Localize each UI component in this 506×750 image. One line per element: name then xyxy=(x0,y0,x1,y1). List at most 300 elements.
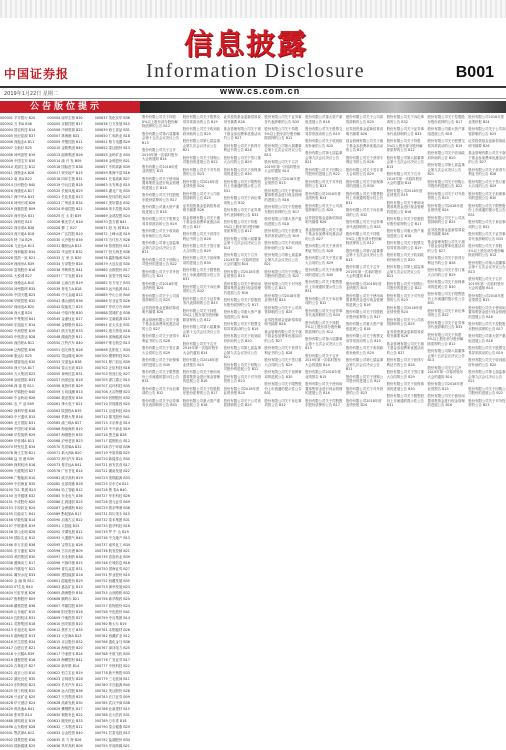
index-row: 000753 漳州发展 B23 xyxy=(94,585,130,590)
index-row: 000712 锦龙股份 B41 xyxy=(94,414,130,419)
announcement-entry: 股份有限公司关于控股股东股份质押的公告 B17 xyxy=(264,205,302,214)
page-code: B001 xyxy=(455,64,494,81)
index-row: 000571 新大洲A B20 xyxy=(47,451,82,456)
index-row: 000153 丰原药业 B24 xyxy=(0,506,36,510)
index-row: 000666 经纬纺机 B23 xyxy=(94,195,130,200)
index-row: 000418 小天鹅A B39 xyxy=(0,652,35,657)
announcement-entry: 股份有限公司关于限售股份上市流通的提示性公告 B31 xyxy=(468,203,506,217)
index-row: 000002 万 科A B36 xyxy=(0,122,32,127)
announcement-entry: 股份有限公司关于控股股东股份质押的公告 B17 xyxy=(386,217,424,226)
announcement-entry: 股份有限公司关于召开2019年第一次临时股东大会的通知 B14 xyxy=(345,265,382,278)
index-row: 000068 华控赛格 B29 xyxy=(0,432,36,437)
index-row: 000050 深天马A B17 xyxy=(0,365,35,370)
index-row: 000560 我爱我家 B34 xyxy=(47,396,83,401)
announcement-entry: 股份有限公司关于持股5%以上股东部分股份解除质押的公告 B12 xyxy=(223,220,260,233)
announcement-entry: 股份有限公司第六届董事会第十五次会议决议公告 B13 xyxy=(223,236,261,250)
index-row: 000088 盐 田 港 B39 xyxy=(0,457,35,462)
index-row: 000513 丽珠集团 B26 xyxy=(47,152,83,157)
announcement-entry: 股份有限公司关于控股股东股份质押的公告 B17 xyxy=(142,193,180,202)
index-row: 000673 当代东方 B28 xyxy=(94,237,130,242)
index-row: 000415 渤海租赁 B13 xyxy=(0,633,36,638)
announcement-entry: 股份有限公司第六届董事会第十五次会议决议公告 B13 xyxy=(345,248,384,262)
announcement-entry: 股份有限公司关于控股股东股份质押的公告 B17 xyxy=(468,322,506,331)
index-row: 000686 东北证券 B26 xyxy=(94,298,130,303)
section-title-en: Information Disclosure xyxy=(146,60,366,82)
index-row: 000568 泸州老窖 B23 xyxy=(47,438,83,443)
announcement-entry: 股份有限公司关于收到政府补助的公告 B20 xyxy=(305,139,343,148)
index-row: 000651 格力电器 B29 xyxy=(94,140,130,145)
index-row: 000518 四环生物 B31 xyxy=(47,176,83,181)
index-row: 000027 深圳能源 B34 xyxy=(0,250,36,255)
announcement-entry: 股份有限公司关于对外投资的公告 B23 xyxy=(427,191,465,200)
announcement-entry: 股份有限公司第七届监事会第九次会议决议公告 B21 xyxy=(386,265,424,278)
announcement-entry: 股份有限公司关于收到政府补助的公告 B20 xyxy=(468,358,506,367)
announcement-entry: 股份有限公司关于回购公司股份的进展公告 B22 xyxy=(386,281,424,290)
announcement-entry: 股份有限公司关于公司高管辞职的公告 B25 xyxy=(223,398,261,407)
announcement-entry: 股份有限公司关于使用闲置募集资金进行现金管理的进展公告 B16 xyxy=(468,305,506,319)
announcement-entry: 股份有限公司关于诉讼事项的公告 B32 xyxy=(223,196,261,205)
announcement-entry: 股份有限公司关于证券事务代表辞职的公告 B33 xyxy=(386,127,424,136)
announcement-entry: 股份有限公司关于限售股份上市流通的提示性公告 B31 xyxy=(427,292,465,305)
index-row: 000301 东方盛虹 B25 xyxy=(0,548,36,553)
announcement-entry: 股份有限公司关于持股5%以上股东部分股份解除质押的公告 B12 xyxy=(468,244,505,257)
index-row: 000608 阳光股份 B16 xyxy=(47,609,83,614)
announcement-entry: 股份有限公司关于公司高管辞职的公告 B25 xyxy=(142,293,180,302)
announcement-entry: 股份有限公司第七届监事会第九次会议决议公告 B21 xyxy=(142,241,180,254)
index-row: 000096 广聚能源 B10 xyxy=(0,475,36,480)
index-row: 000727 华东科技 B26 xyxy=(94,493,130,498)
index-row: 000615 京汉股份 B32 xyxy=(47,640,83,645)
index-row: 000779 三毛派神 B11 xyxy=(94,676,130,681)
announcement-entry: 股份有限公司关于召开2019年第一次临时股东大会的通知 B14 xyxy=(386,172,423,185)
announcement-entry: 股份有限公司2018年度业绩预告 B15 xyxy=(264,176,301,185)
announcement-column xyxy=(346,115,384,750)
announcement-entry: 股份有限公司关于持股5%以上股东部分股份解除质押的公告 B12 xyxy=(427,332,464,346)
announcement-entry: 股份有限公司关于获得专利证书的公告 B28 xyxy=(142,334,180,343)
index-row: 000657 中钨高新 B39 xyxy=(94,164,130,169)
newspaper-logo: 中国证券报 xyxy=(4,67,70,81)
announcement-column xyxy=(468,115,506,750)
announcement-entry: 股份有限公司关于使用闲置募集资金进行现金管理的进展公告 B16 xyxy=(427,394,465,407)
index-row: 000538 云南白药 B19 xyxy=(47,280,83,285)
index-row: 000628 高新发展 B30 xyxy=(47,701,83,705)
index-row: 000600 建投能源 B18 xyxy=(47,573,83,578)
announcement-entry: 股份有限公司第七届监事会第九次会议决议公告 B21 xyxy=(264,253,302,266)
announcement-entry: 基金管理有限公司关于旗下基金参加费率优惠活动的公告 B27 xyxy=(305,227,343,241)
index-row: 000528 柳 工 B27 xyxy=(47,225,77,230)
index-row: 000688 国城矿业 B38 xyxy=(94,311,130,315)
index-row: 000587 金洲慈航 B30 xyxy=(47,506,83,510)
index-row: 000723 美锦能源 B33 xyxy=(94,475,130,480)
index-row: 000567 海德股份 B35 xyxy=(47,432,83,437)
index-row: 000069 华侨城A B13 xyxy=(0,438,35,443)
announcement-entry: 股份有限公司关于公司高管辞职的公告 B25 xyxy=(264,305,302,314)
index-row: 000506 中润资源 B22 xyxy=(47,128,83,133)
index-row: 000725 京东方A B11 xyxy=(94,481,129,486)
index-row: 000001 平安银行 B20 xyxy=(0,116,36,120)
index-row: 000785 武汉中商 B38 xyxy=(94,701,130,705)
index-row: 000766 通化金马 B36 xyxy=(94,640,130,645)
announcement-entry: 基金管理有限公司关于旗下基金参加费率优惠活动的公告 B27 xyxy=(223,127,261,140)
index-row: 000524 岭南控股 B21 xyxy=(47,207,83,212)
index-row: 000672 上峰水泥 B19 xyxy=(94,231,130,236)
index-row: 000040 东旭蓝天 B14 xyxy=(0,323,36,328)
index-row: 000421 南京公用 B10 xyxy=(0,670,36,675)
announcement-entry: 股份有限公司关于证券事务代表辞职的公告 B33 xyxy=(142,398,180,407)
index-row: 000698 沈阳化工 B34 xyxy=(94,347,130,352)
index-row: 000425 徐工机械 B32 xyxy=(0,688,36,693)
announcement-entry: 股份有限公司关于签订重大合同的公告 B29 xyxy=(142,346,180,355)
index-row: 000783 长江证券 B09 xyxy=(94,694,130,699)
announcement-entry: 股份有限公司关于回购公司股份的进展公告 B22 xyxy=(264,269,302,278)
index-row: 000676 智度股份 B12 xyxy=(94,243,130,248)
announcement-entry: 股份有限公司第七届监事会第九次会议决议公告 B21 xyxy=(305,151,343,164)
announcement-entry: 证券投资基金更新招募说明书摘要 B26 xyxy=(305,215,343,224)
index-row: 000031 大悦城 B27 xyxy=(0,274,32,279)
index-row: 000547 航天发展 B33 xyxy=(47,329,83,334)
index-row: 000636 风华高科 B09 xyxy=(47,743,83,748)
index-row: 000720 新能泰山 B30 xyxy=(94,457,130,462)
index-row: 000531 穗恒运A B23 xyxy=(47,243,82,248)
index-row: 000403 ST生化 B40 xyxy=(0,585,33,590)
index-row: 000338 潍柴动力 B17 xyxy=(0,560,36,565)
index-row: 000629 攀钢钒钛 B17 xyxy=(47,707,83,712)
announcement-entry: 股份有限公司关于获得专利证书的公告 B28 xyxy=(386,358,424,367)
index-row: 000036 华联控股 B32 xyxy=(0,298,36,303)
index-row: 000760 斯太尔 B19 xyxy=(94,621,127,626)
announcement-entry: 股份有限公司关于担保事项的进展公告 B30 xyxy=(345,179,384,188)
announcement-index xyxy=(0,115,140,750)
index-row: 000722 湖南发展 B22 xyxy=(94,469,130,474)
index-row: 000038 深大通 B24 xyxy=(0,311,32,315)
index-row: 000533 万 家 乐 B20 xyxy=(47,256,82,261)
announcement-entry: 股份有限公司关于使用闲置募集资金进行现金管理的进展公告 B16 xyxy=(305,382,343,395)
index-row: 000702 正虹科技 B16 xyxy=(94,365,130,370)
index-row: 000029 深深房A B39 xyxy=(0,262,35,267)
index-row: 000540 中天金融 B12 xyxy=(47,292,83,297)
index-row: 000012 南 玻A B22 xyxy=(0,176,32,181)
announcement-entry: 股份有限公司关于使用闲置募集资金进行现金管理的进展公告 B16 xyxy=(264,188,302,202)
issue-date: 2019年1月22日 星期二 xyxy=(4,91,58,97)
announcement-entry: 股份有限公司关于控股股东股份质押的公告 B17 xyxy=(223,298,261,307)
index-row: 000793 华闻传媒 B21 xyxy=(94,743,130,748)
announcement-entry: 股份有限公司关于诉讼事项的公告 B32 xyxy=(305,296,343,305)
announcement-entry: 股份有限公司关于股票交易异常波动的公告 B19 xyxy=(427,139,465,148)
announcement-entry: 股份有限公司重大资产重组进展公告 B18 xyxy=(345,322,384,331)
index-row: 000565 渝三峡A B27 xyxy=(47,420,82,425)
index-row: 000595 宝塔实业 B26 xyxy=(47,542,83,547)
announcement-entry: 股份有限公司关于获得专利证书的公告 B28 xyxy=(305,244,343,253)
index-row: 000757 浩物股份 B24 xyxy=(94,603,130,608)
index-row: 000488 晨鸣纸业 B19 xyxy=(0,719,36,724)
announcement-entry: 证券投资基金更新招募说明书摘要 B26 xyxy=(182,203,221,212)
announcement-entry: 股份有限公司关于获得专利证书的公告 B28 xyxy=(223,143,261,152)
index-row: 000679 大连友谊 B30 xyxy=(94,262,130,267)
index-row: 000732 泰禾集团 B31 xyxy=(94,518,130,523)
index-row: 000559 万向钱潮 B13 xyxy=(47,390,83,395)
index-row: 000717 韶钢松山 B12 xyxy=(94,438,130,443)
index-row: 000422 湖北宜化 B35 xyxy=(0,676,36,681)
index-row: 000700 模塑科技 B21 xyxy=(94,353,130,358)
announcement-entry: 股份有限公司关于召开2019年第一次临时股东大会的通知 B14 xyxy=(142,148,178,161)
index-row: 000665 湖北广电 B35 xyxy=(94,189,130,194)
index-row: 000590 启迪古汉 B22 xyxy=(47,518,83,523)
index-row: 000010 美丽生态 B12 xyxy=(0,164,36,169)
index-row: 000034 神州数码 B35 xyxy=(0,286,36,291)
index-row: 000737 南风化工 B34 xyxy=(94,542,130,547)
index-row: 000541 佛山照明 B36 xyxy=(47,298,83,303)
announcement-entry: 股份有限公司关于担保事项的进展公告 B30 xyxy=(386,382,424,391)
announcement-entry: 股份有限公司关于签订重大合同的公告 B29 xyxy=(182,244,221,253)
index-row: 000710 贝瑞基因 B20 xyxy=(94,402,130,407)
index-row: 000619 海螺型材 B41 xyxy=(47,658,83,663)
announcement-entry: 股份有限公司关于股票交易异常波动的公告 B19 xyxy=(345,334,384,343)
announcement-entry: 股份有限公司2018年度业绩快报 B24 xyxy=(223,386,260,395)
index-row: 000089 深圳机场 B16 xyxy=(0,463,36,468)
announcement-entry: 股份有限公司关于诉讼事项的公告 B32 xyxy=(468,220,506,229)
announcement-entry: 基金管理有限公司关于旗下基金参加费率优惠活动的公告 B27 xyxy=(264,329,302,343)
index-row: 000601 韶能股份 B29 xyxy=(47,579,83,584)
index-row: 000735 罗 牛 山 B29 xyxy=(94,530,129,535)
announcement-entry: 股份有限公司重大资产重组进展公告 B18 xyxy=(427,127,465,136)
announcement-entry: 股份有限公司关于持股5%以上股东部分股份解除质押的公告 B12 xyxy=(386,139,423,152)
announcement-entry: 基金管理有限公司关于旗下基金参加费率优惠活动的公告 B27 xyxy=(142,317,180,331)
announcement-entry: 股份有限公司关于诉讼事项的公告 B32 xyxy=(386,115,424,124)
announcement-entry: 基金管理有限公司关于旗下基金参加费率优惠活动的公告 B27 xyxy=(427,239,465,253)
index-row: 000158 常山北明 B28 xyxy=(0,530,36,535)
announcement-entry: 股份有限公司关于收到政府补助的公告 B20 xyxy=(386,253,424,262)
announcement-entry: 股份有限公司关于控股股东股份质押的公告 B17 xyxy=(427,115,465,124)
index-row: 000157 中联重科 B19 xyxy=(0,524,36,529)
index-row: 000503 国新健康 B25 xyxy=(0,743,36,748)
index-row: 000530 大冷股份 B35 xyxy=(47,237,83,242)
index-row: 000581 威孚高科 B19 xyxy=(47,475,83,480)
announcement-entry: 股份有限公司关于证券事务代表辞职的公告 B33 xyxy=(345,220,384,229)
index-row: 000661 长春高新 B27 xyxy=(94,176,130,181)
index-row: 000623 吉林敖东 B28 xyxy=(47,676,83,681)
index-row: 000617 中油资本 B24 xyxy=(47,652,83,657)
index-row: 000729 燕京啤酒 B38 xyxy=(94,506,130,510)
index-row: 000058 深 赛 格 B11 xyxy=(0,384,35,389)
index-row: 000718 苏宁环球 B36 xyxy=(94,445,130,450)
announcement-entry: 股份有限公司关于对外投资的公告 B23 xyxy=(305,179,343,188)
index-row: 000751 锌业股份 B10 xyxy=(94,573,130,578)
announcement-entry: 股份有限公司关于证券事务代表辞职的公告 B33 xyxy=(264,115,302,124)
announcement-entry: 股份有限公司2018年度业绩预告 B15 xyxy=(182,358,219,367)
index-row: 000016 深康佳A B17 xyxy=(0,189,35,194)
index-row: 000529 广弘控股 B10 xyxy=(47,231,83,236)
index-row: 000668 荣丰控股 B20 xyxy=(94,207,130,212)
announcement-entry: 股份有限公司关于公司高管辞职的公告 B25 xyxy=(427,215,465,224)
website-url: www.cs.com.cn xyxy=(220,86,301,96)
index-row: 000667 美好置业 B32 xyxy=(94,201,130,206)
index-row: 000639 西王食品 B31 xyxy=(94,128,130,133)
index-row: 000589 黔轮胎A B17 xyxy=(47,512,82,517)
index-row: 000056 皇庭国际 B33 xyxy=(0,378,36,383)
index-row: 000553 安道麦A B38 xyxy=(47,359,82,364)
announcement-entry: 股份有限公司关于限售股份上市流通的提示性公告 B31 xyxy=(305,280,343,293)
top-halftone-strip xyxy=(0,0,506,18)
announcement-column xyxy=(264,115,302,750)
index-row: 000498 山东路桥 B28 xyxy=(0,725,36,730)
index-row: 000552 靖远煤电 B09 xyxy=(47,353,83,358)
index-row: 000019 深粮控股 B09 xyxy=(0,207,36,212)
index-row: 000620 新华联 B14 xyxy=(47,664,80,669)
index-row: 000042 中洲控股 B19 xyxy=(0,329,36,334)
index-row: 000705 浙江震元 B10 xyxy=(94,378,130,383)
index-row: 000733 振华科技 B18 xyxy=(94,524,130,529)
index-row: 000151 中成股份 B20 xyxy=(0,499,36,504)
announcement-entry: 股份有限公司关于签订重大合同的公告 B29 xyxy=(305,256,343,265)
announcement-entry: 股份有限公司关于召开2019年第一次临时股东大会的通知 B14 xyxy=(264,160,301,173)
announcement-entry: 股份有限公司关于收到政府补助的公告 B20 xyxy=(345,346,384,355)
index-row: 000430 张家界 B14 xyxy=(0,713,32,718)
index-row: 000768 中航飞机 B30 xyxy=(94,652,130,657)
index-row: 000691 亚太实业 B31 xyxy=(94,323,130,328)
index-row: 000683 远兴能源 B11 xyxy=(94,286,130,291)
index-row: 000596 古井贡酒 B09 xyxy=(47,548,83,553)
announcement-entry: 股份有限公司关于证券事务代表辞职的公告 B33 xyxy=(468,232,506,241)
index-row: 000637 茂化实华 B38 xyxy=(94,116,130,120)
index-row: 000545 金浦钛业 B17 xyxy=(47,317,83,322)
index-row: 000509 华塑控股 B11 xyxy=(47,140,83,145)
index-row: 000631 顺发恒业 B33 xyxy=(47,719,83,724)
index-row: 000046 泛海控股 B36 xyxy=(0,347,36,352)
announcement-entry: 股份有限公司2018年度业绩快报 B24 xyxy=(386,305,423,314)
index-row: 000557 西部创业 B18 xyxy=(47,378,83,383)
announcement-entry: 股份有限公司关于持股5%以上股东部分股份解除质押的公告 B12 xyxy=(345,232,382,245)
announcement-entry: 股份有限公司关于签订重大合同的公告 B29 xyxy=(223,155,261,164)
announcement-entry: 股份有限公司关于控股股东股份质押的公告 B17 xyxy=(182,386,221,395)
index-row: 000407 胜利股份 B09 xyxy=(0,597,36,602)
announcement-entry: 股份有限公司关于召开2019年第一次临时股东大会的通知 B14 xyxy=(305,353,341,367)
index-row: 000026 飞亚达A B13 xyxy=(0,243,35,248)
index-row: 000159 国际实业 B12 xyxy=(0,536,36,541)
announcement-entry: 股份有限公司关于召开2019年第一次临时股东大会的通知 B14 xyxy=(427,365,464,379)
announcement-entry: 股份有限公司2018年度业绩预告 B15 xyxy=(142,164,178,173)
index-row: 000584 哈工智能 B12 xyxy=(47,487,83,492)
index-row: 000711 京蓝科技 B24 xyxy=(94,408,130,413)
index-row: 000716 黑芝麻 B28 xyxy=(94,432,127,437)
index-row: 000576 广东甘化 B14 xyxy=(47,469,83,474)
index-row: 000021 深科技 B15 xyxy=(0,219,32,224)
index-row: 000546 金圆股份 B22 xyxy=(47,323,83,328)
announcement-entry: 股份有限公司关于诉讼事项的公告 B32 xyxy=(427,308,465,317)
index-row: 000043 中航善达 B28 xyxy=(0,335,36,340)
announcement-entry: 股份有限公司关于持股5%以上股东部分股份解除质押的公告 B12 xyxy=(182,308,219,322)
announcement-entry: 股份有限公司关于诉讼事项的公告 B32 xyxy=(182,284,221,293)
announcement-entry: 股份有限公司关于收到政府补助的公告 B20 xyxy=(427,151,465,160)
index-row: 000505 京粮控股 B17 xyxy=(47,122,83,127)
announcement-entry: 股份有限公司关于收到政府补助的公告 B20 xyxy=(223,334,261,343)
index-row: 000776 广发证券 B17 xyxy=(94,658,130,663)
announcement-entry: 证券投资基金更新招募说明书摘要 B26 xyxy=(223,115,261,124)
index-row: 000650 仁和药业 B18 xyxy=(94,134,130,139)
index-row: 000609 中迪投资 B27 xyxy=(47,615,83,620)
index-row: 000606 顺利办 B21 xyxy=(47,597,80,602)
announcement-entry: 股份有限公司关于使用闲置募集资金进行现金管理的进展公告 B16 xyxy=(386,200,424,214)
index-row: 000411 英特集团 B18 xyxy=(0,621,36,626)
index-row: 000605 渤海股份 B34 xyxy=(47,591,83,596)
announcement-entry: 股份有限公司关于签订重大合同的公告 B29 xyxy=(264,358,302,367)
index-row: 000780 平庄能源 B40 xyxy=(94,682,130,687)
index-row: 000592 平潭发展 B11 xyxy=(47,530,83,535)
index-row: 000703 恒逸石化 B27 xyxy=(94,371,130,376)
index-row: 000065 北方国际 B31 xyxy=(0,420,36,425)
announcement-entry: 股份有限公司2018年度业绩预告 B15 xyxy=(223,269,260,278)
index-row: 000018 神州长城 B26 xyxy=(0,201,36,206)
index-row: 000055 方大集团 B22 xyxy=(0,371,36,376)
announcement-columns xyxy=(142,115,506,750)
announcement-entry: 股份有限公司2018年度业绩快报 B24 xyxy=(345,398,382,407)
index-row: 000514 渝 开 发 B09 xyxy=(47,158,82,163)
index-row: 000333 美的集团 B30 xyxy=(0,554,36,559)
index-row: 000755 山西路桥 B32 xyxy=(94,591,130,596)
announcement-entry: 股份有限公司关于担保事项的进展公告 B30 xyxy=(223,167,261,176)
index-row: 000655 金岭矿业 B34 xyxy=(94,152,130,157)
index-row: 000591 太阳能 B33 xyxy=(47,524,80,529)
announcement-entry: 股份有限公司关于担保事项的进展公告 B30 xyxy=(182,256,221,265)
announcement-entry: 股份有限公司关于诉讼事项的公告 B32 xyxy=(142,386,180,395)
index-row: 000062 深圳华强 B38 xyxy=(0,408,36,413)
announcement-entry: 股份有限公司重大资产重组进展公告 B18 xyxy=(142,205,180,214)
index-row: 000786 北新建材 B15 xyxy=(94,707,130,712)
announcement-entry: 股份有限公司关于回购公司股份的进展公告 B22 xyxy=(305,167,343,176)
index-row: 000690 宝新能源 B15 xyxy=(94,317,130,322)
announcement-entry: 股份有限公司关于使用闲置募集资金进行现金管理的进展公告 B16 xyxy=(223,281,261,295)
announcement-entry: 股份有限公司第六届董事会第十五次会议决议公告 B13 xyxy=(427,349,465,362)
index-row: 000632 三木集团 B11 xyxy=(47,725,83,730)
index-row: 000510 金路集团 B40 xyxy=(47,146,83,151)
announcement-column xyxy=(224,115,262,750)
index-row: 000063 中兴通讯 B15 xyxy=(0,414,36,419)
index-row: 000543 皖能电力 B25 xyxy=(47,304,83,309)
index-row: 000426 兴业矿业 B20 xyxy=(0,694,36,699)
index-row: 000707 双环科技 B35 xyxy=(94,384,130,389)
announcement-entry: 股份有限公司关于公司高管辞职的公告 B25 xyxy=(345,115,384,124)
index-row: 000060 中金岭南 B26 xyxy=(0,396,36,401)
index-row: 000697 炼石航空 B13 xyxy=(94,341,130,346)
index-row: 000761 本钢板材 B28 xyxy=(94,627,130,632)
announcement-entry: 证券投资基金更新招募说明书摘要 B26 xyxy=(264,317,302,326)
announcement-entry: 股份有限公司2018年度业绩快报 B24 xyxy=(264,293,301,302)
index-row: 000573 粤宏远A B41 xyxy=(47,463,82,468)
index-row: 000005 世纪星源 B37 xyxy=(0,134,36,139)
index-row: 000048 康达尔 B25 xyxy=(0,353,32,358)
announcement-entry: 股份有限公司关于股票交易异常波动的公告 B19 xyxy=(305,127,343,136)
index-row: 000566 海南海药 B10 xyxy=(47,426,83,431)
announcement-entry: 股份有限公司关于股票交易异常波动的公告 B19 xyxy=(182,115,221,124)
announcement-entry: 股份有限公司关于召开2019年第一次临时股东大会的通知 B14 xyxy=(223,253,260,266)
index-row: 000025 特 力A B29 xyxy=(0,237,32,242)
index-row: 000678 襄阳轴承 B25 xyxy=(94,256,130,261)
index-row: 000006 深振业A B11 xyxy=(0,140,35,145)
announcement-entry: 股份有限公司关于持股5%以上股东部分股份解除质押的公告 B12 xyxy=(142,115,178,128)
index-row: 000066 中国长城 B18 xyxy=(0,426,36,431)
index-row: 000671 阳 光 城 B14 xyxy=(94,225,129,230)
index-row: 000687 华讯方舟 B09 xyxy=(94,304,130,309)
index-row: 000009 中国宝安 B30 xyxy=(0,158,36,163)
index-row: 000692 惠天热电 B18 xyxy=(94,329,130,334)
index-row: 000561 烽火电子 B21 xyxy=(47,402,83,407)
announcement-entry: 股份有限公司关于签订重大合同的公告 B29 xyxy=(345,167,384,176)
index-row: 000014 沙河股份 B40 xyxy=(0,183,36,188)
index-row: 000059 华锦股份 B40 xyxy=(0,390,36,395)
announcement-entry: 股份有限公司第七届监事会第九次会议决议公告 B21 xyxy=(182,139,221,152)
announcement-entry: 股份有限公司第六届董事会第十五次会议决议公告 B13 xyxy=(386,155,424,169)
announcement-entry: 股份有限公司关于担保事项的进展公告 B30 xyxy=(427,280,465,289)
announcement-entry: 股份有限公司关于获得专利证书的公告 B28 xyxy=(182,232,221,241)
